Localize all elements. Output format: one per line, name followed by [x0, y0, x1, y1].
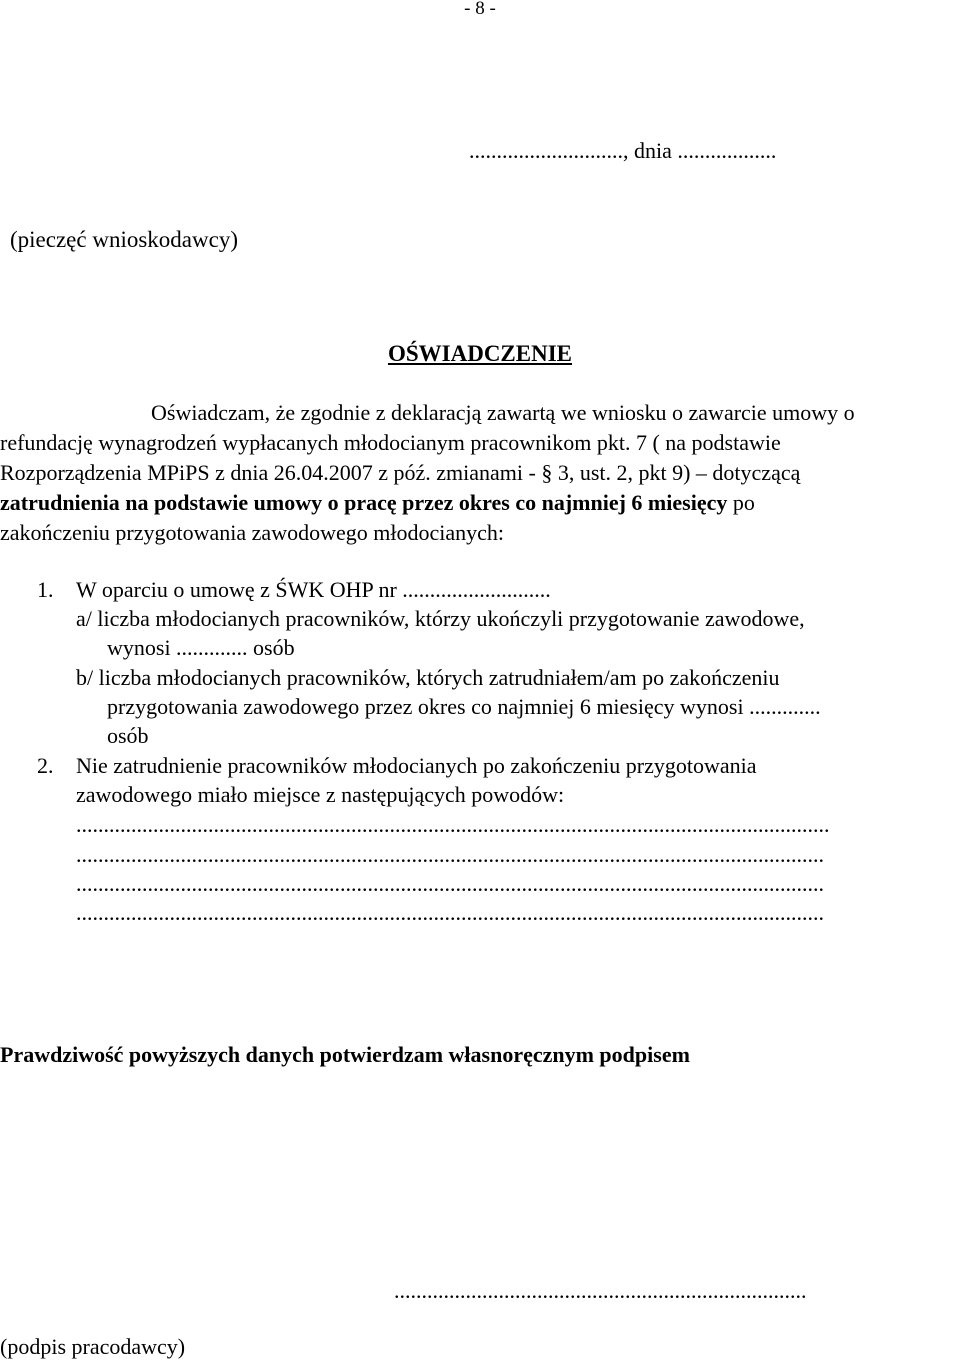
statement-line-4 [0, 488, 755, 518]
item-2-line-2: zawodowego miało miejsce z następujących powodów: [76, 782, 565, 807]
item-2-line-1: Nie zatrudnienie pracowników młodocianych po zakończeniu przygotowania [76, 753, 757, 778]
item-1-line: W oparciu o umowę z ŚWK OHP nr ........................... [76, 577, 551, 602]
item-1b-line-1: b/ liczba młodocianych pracowników, których zatrudniałem/am po zakończeniu [76, 665, 780, 690]
item-1a-line-1: a/ liczba młodocianych pracowników, którzy ukończyli przygotowanie zawodowe, [76, 606, 805, 631]
item-2-number: 2. [37, 753, 54, 778]
stamp-label: (pieczęć wnioskodawcy) [10, 227, 238, 252]
document-title: OŚWIADCZENIE [387, 341, 573, 366]
statement-bold-phrase: zatrudnienia na podstawie umowy o pracę przez okres co najmniej 6 miesięcy [0, 490, 728, 515]
signature-label: (podpis pracodawcy) [0, 1334, 186, 1359]
date-line: ............................, dnia .................. [469, 138, 777, 163]
item-1-number: 1. [37, 577, 54, 602]
statement-line-4-rest: po [727, 490, 755, 515]
item-2-dots-4: ........................................................................................................................................ [76, 900, 824, 925]
item-1b-line-3: osób [107, 723, 149, 748]
item-2-dots-3: ........................................................................................................................................ [76, 871, 824, 896]
confirmation-statement: Prawdziwość powyższych danych potwierdzam własnoręcznym podpisem [0, 1042, 690, 1067]
statement-line-1: Oświadczam, że zgodnie z deklaracją zawartą we wniosku o zawarcie umowy o [151, 400, 855, 425]
item-2-dots-2: ........................................................................................................................................ [76, 842, 824, 867]
page-number: - 8 - [464, 0, 496, 19]
statement-line-3: Rozporządzenia MPiPS z dnia 26.04.2007 z póź. zmianami - § 3, ust. 2, pkt 9) – dotyczącą [0, 460, 801, 485]
item-1b-line-2: przygotowania zawodowego przez okres co najmniej 6 miesięcy wynosi ............. [107, 694, 821, 719]
statement-line-5: zakończeniu przygotowania zawodowego młodocianych: [0, 520, 504, 545]
statement-line-2: refundację wynagrodzeń wypłacanych młodocianym pracownikom pkt. 7 ( na podstawie [0, 430, 781, 455]
signature-line: ........................................................................... [394, 1278, 807, 1303]
item-2-dots-1: ......................................................................................................................................... [76, 812, 830, 837]
item-1a-line-2: wynosi ............. osób [107, 635, 295, 660]
